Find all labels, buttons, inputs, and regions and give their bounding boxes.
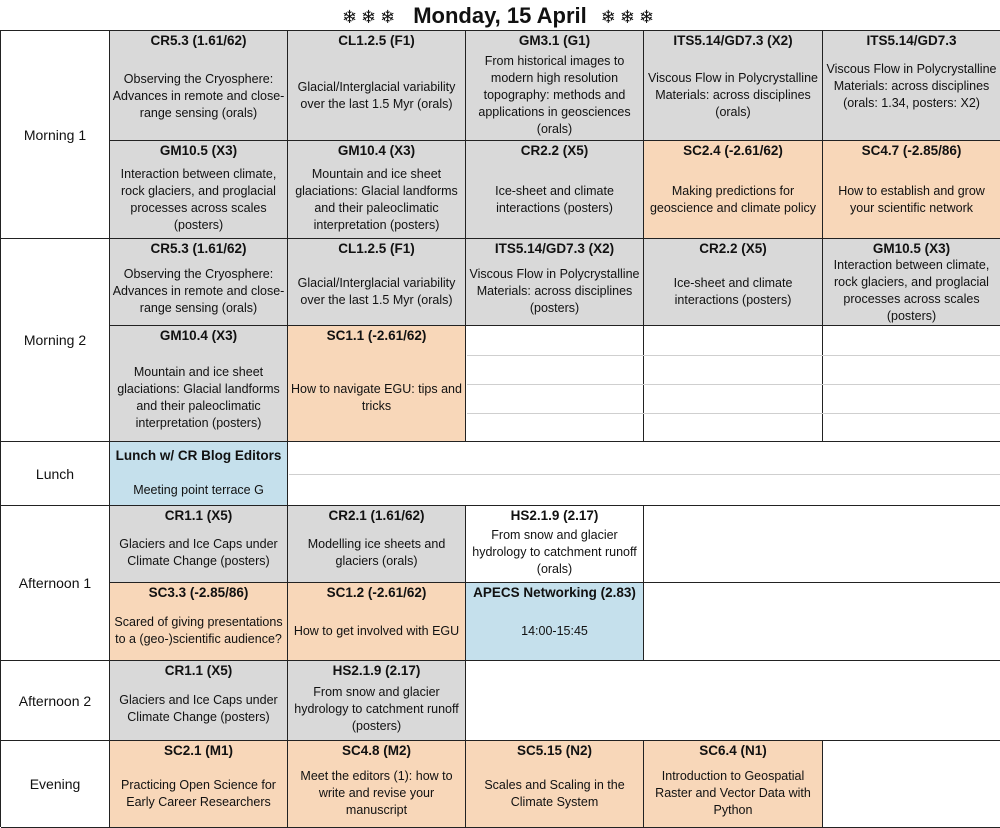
session-code: HS2.1.9 (2.17) [332,663,421,678]
session-cell[interactable] [466,31,644,141]
session-description: Making predictions for geoscience and climate policy [649,184,817,215]
session-code: CL1.2.5 (F1) [338,33,415,48]
session-description: Scared of giving presentations to a (geo-)scientific audience? [114,615,283,646]
row-label-lunch: Lunch [1,442,110,506]
session-cell[interactable] [288,741,466,828]
session-description: From snow and glacier hydrology to catchment runoff (orals) [472,528,637,576]
session-code: ITS5.14/GD7.3 (X2) [673,33,793,48]
session-cell[interactable] [288,326,466,442]
empty-cell [466,661,1000,741]
session-cell[interactable] [466,506,644,583]
session-code: GM3.1 (G1) [518,33,591,48]
row-label-afternoon-1: Afternoon 1 [1,506,110,661]
row-label-afternoon-2: Afternoon 2 [1,661,110,741]
session-cell[interactable] [823,141,1000,239]
session-description: Viscous Flow in Polycrystalline Materials: across disciplines (orals) [648,71,818,119]
empty-cell [644,583,1000,661]
session-code: HS2.1.9 (2.17) [510,508,599,523]
session-code: SC4.8 (M2) [341,743,412,758]
session-description: Practicing Open Science for Early Career Researchers [121,778,276,809]
session-code: CR1.1 (X5) [164,508,233,523]
session-description: How to get involved with EGU [293,624,460,638]
session-code: ITS5.14/GD7.3 [866,33,957,48]
session-code: SC3.3 (-2.85/86) [148,585,249,600]
session-cell[interactable] [110,326,288,442]
session-code: CR2.1 (1.61/62) [328,508,425,523]
session-cell[interactable] [288,141,466,239]
session-code: GM10.5 (X3) [872,241,951,256]
session-code: CL1.2.5 (F1) [338,241,415,256]
session-description: Glaciers and Ice Caps under Climate Change (posters) [119,693,278,724]
session-cell[interactable] [110,661,288,741]
session-description: Viscous Flow in Polycrystalline Materials: across disciplines (orals: 1.34, posters: X2) [826,62,997,110]
session-cell[interactable] [466,239,644,326]
session-description: Mountain and ice sheet glaciations: Glacial landforms and their paleoclimatic interpretation (posters) [295,167,458,232]
session-code: SC1.1 (-2.61/62) [326,328,427,343]
session-description: Introduction to Geospatial Raster and Vector Data with Python [655,769,811,817]
social-location: Meeting point terrace G [133,483,264,497]
snowflake-icon: ❄❄❄ [600,7,659,27]
session-cell[interactable] [644,141,823,239]
session-description: Viscous Flow in Polycrystalline Materials: across disciplines (posters) [469,267,640,315]
session-cell[interactable] [110,239,288,326]
social-cell[interactable] [110,442,288,506]
row-label-evening: Evening [1,741,110,828]
row-label-morning-2: Morning 2 [1,239,110,442]
page-title [0,0,1000,30]
session-cell[interactable] [110,141,288,239]
session-description: Modelling ice sheets and glaciers (orals) [307,537,446,568]
session-code: SC1.2 (-2.61/62) [326,585,427,600]
session-cell[interactable] [644,741,823,828]
session-description: Ice-sheet and climate interactions (posters) [495,184,614,215]
subrow-divider [467,384,1000,385]
session-cell[interactable] [288,31,466,141]
session-code: ITS5.14/GD7.3 (X2) [494,241,615,256]
session-description: Glaciers and Ice Caps under Climate Change (posters) [119,537,278,568]
session-code: CR2.2 (X5) [520,143,589,158]
session-cell[interactable] [288,239,466,326]
session-cell[interactable] [644,239,823,326]
session-description: Observing the Cryosphere: Advances in remote and close-range sensing (orals) [112,72,285,120]
session-description: Observing the Cryosphere: Advances in remote and close-range sensing (orals) [112,267,285,315]
session-code: CR5.3 (1.61/62) [150,241,247,256]
session-code: GM10.4 (X3) [337,143,416,158]
session-description: Interaction between climate, rock glaciers, and proglacial processes across scales (posters) [120,167,277,232]
session-cell[interactable] [288,506,466,583]
session-description: From historical images to modern high resolution topography: methods and applications in geosciences (orals) [478,54,631,136]
session-description: From snow and glacier hydrology to catchment runoff (posters) [294,685,459,733]
subrow-divider [467,413,1000,414]
session-code: SC4.7 (-2.85/86) [861,143,962,158]
subrow-divider [467,355,1000,356]
session-code: GM10.5 (X3) [159,143,238,158]
session-description: Scales and Scaling in the Climate System [484,778,625,809]
session-code: CR1.1 (X5) [164,663,233,678]
schedule-grid [0,30,1000,827]
session-description: Meet the editors (1): how to write and revise your manuscript [300,769,453,817]
session-code: SC6.4 (N1) [699,743,767,758]
session-cell[interactable] [466,741,644,828]
session-code: CR5.3 (1.61/62) [150,33,247,48]
social-title: APECS Networking (2.83) [473,585,636,600]
snowflake-icon: ❄❄❄ [341,7,400,27]
session-description: Interaction between climate, rock glaciers, and proglacial processes across scales (posters) [833,258,990,323]
session-cell[interactable] [110,31,288,141]
empty-cell [823,741,1000,828]
session-description: Mountain and ice sheet glaciations: Glacial landforms and their paleoclimatic interpretation (posters) [117,365,280,430]
session-cell[interactable] [110,583,288,661]
row-label-morning-1: Morning 1 [1,31,110,239]
session-cell[interactable] [823,239,1000,326]
session-cell[interactable] [110,506,288,583]
session-cell[interactable] [823,31,1000,141]
session-description: How to navigate EGU: tips and tricks [291,382,462,413]
session-cell[interactable] [644,31,823,141]
session-code: SC2.1 (M1) [163,743,234,758]
empty-cell [644,506,1000,583]
session-code: SC2.4 (-2.61/62) [683,143,783,158]
session-cell[interactable] [466,141,644,239]
session-cell[interactable] [288,661,466,741]
session-cell[interactable] [288,583,466,661]
social-title: Lunch w/ CR Blog Editors [115,448,282,463]
session-code: SC5.15 (N2) [516,743,593,758]
session-code: CR2.2 (X5) [699,241,767,256]
session-code: GM10.4 (X3) [159,328,238,343]
social-time: 14:00-15:45 [521,624,588,638]
session-description: How to establish and grow your scientific network [838,184,985,215]
social-cell[interactable] [466,583,644,661]
session-description: Glacial/Interglacial variability over the last 1.5 Myr (orals) [297,80,456,111]
session-cell[interactable] [110,741,288,828]
session-description: Glacial/Interglacial variability over the last 1.5 Myr (orals) [297,276,456,307]
day-heading: Monday, 15 April [413,3,587,28]
subrow-divider [289,474,1000,475]
session-description: Ice-sheet and climate interactions (posters) [673,276,793,307]
